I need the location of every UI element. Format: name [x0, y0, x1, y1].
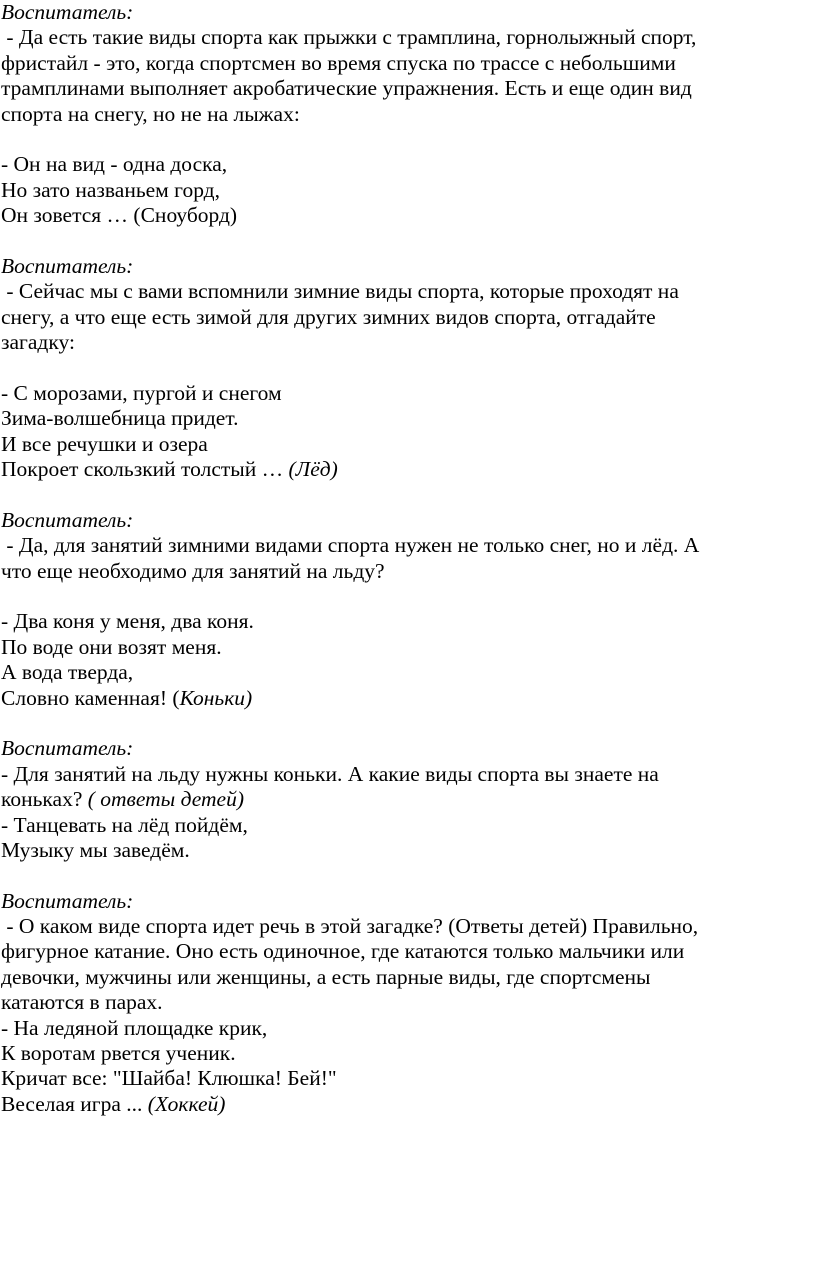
paragraph-text: коньках? — [1, 787, 88, 812]
blank-line — [1, 127, 816, 152]
paragraph-line: фигурное катание. Оно есть одиночное, где катаются только мальчики или — [1, 939, 685, 964]
paragraph-line — [1, 787, 816, 812]
riddle-line: - Два коня у меня, два коня. — [1, 609, 254, 634]
riddle-text: Покроет скользкий толстый … — [1, 457, 289, 482]
riddle-line: Кричат все: "Шайба! Клюшка! Бей!" — [1, 1066, 337, 1091]
riddle-answer: (Лёд) — [288, 457, 338, 482]
paragraph-line: фристайл - это, когда спортсмен во время спуска по трассе с небольшими — [1, 50, 676, 75]
riddle-line — [1, 1092, 816, 1117]
riddle-line: К воротам рвется ученик. — [1, 1041, 236, 1066]
riddle-line: Но зато названьем горд, — [1, 177, 220, 202]
riddle-text: Словно каменная! ( — [1, 685, 180, 710]
riddle-line: - На ледяной площадке крик, — [1, 1015, 268, 1040]
blank-line — [1, 355, 816, 380]
riddle-text: Веселая игра ... — [1, 1091, 148, 1116]
paragraph-line: девочки, мужчины или женщины, а есть парные виды, где спортсмены — [1, 964, 651, 989]
riddle-line — [1, 686, 816, 711]
paragraph-line: спорта на снегу, но не на лыжах: — [1, 101, 300, 126]
paragraph-line: снегу, а что еще есть зимой для других зимних видов спорта, отгадайте — [1, 304, 656, 329]
riddle-answer: Коньки) — [179, 685, 253, 710]
blank-line — [1, 711, 816, 736]
riddle-line: Музыку мы заведём. — [1, 837, 190, 862]
riddle-line: Он зовется … (Сноуборд) — [1, 203, 238, 228]
speaker-label: Воспитатель: — [1, 507, 134, 532]
paragraph-line: - О каком виде спорта идет речь в этой загадке? (Ответы детей) Правильно, — [1, 914, 699, 939]
paragraph-line: катаются в парах. — [1, 990, 163, 1015]
riddle-line: А вода тверда, — [1, 660, 134, 685]
riddle-line — [1, 457, 816, 482]
blank-line — [1, 863, 816, 888]
paragraph-line: - Для занятий на льду нужны коньки. А какие виды спорта вы знаете на — [1, 761, 659, 786]
blank-line — [1, 482, 816, 507]
riddle-line: Зима-волшебница придет. — [1, 406, 239, 431]
paragraph-line: что еще необходимо для занятий на льду? — [1, 558, 385, 583]
riddle-answer: (Хоккей) — [147, 1091, 226, 1116]
paragraph-line: - Да есть такие виды спорта как прыжки с трамплина, горнолыжный спорт, — [1, 25, 697, 50]
riddle-line: По воде они возят меня. — [1, 634, 222, 659]
children-answers-note: ( ответы детей) — [87, 787, 244, 812]
blank-line — [1, 584, 816, 609]
riddle-line: - Он на вид - одна доска, — [1, 152, 228, 177]
riddle-line: - Танцевать на лёд пойдём, — [1, 812, 248, 837]
riddle-line: - С морозами, пургой и снегом — [1, 380, 282, 405]
paragraph-line: - Да, для занятий зимними видами спорта нужен не только снег, но и лёд. А — [1, 533, 700, 558]
paragraph-line: трамплинами выполняет акробатические упражнения. Есть и еще один вид — [1, 76, 692, 101]
blank-line — [1, 229, 816, 254]
paragraph-line: - Сейчас мы с вами вспомнили зимние виды спорта, которые проходят на — [1, 279, 679, 304]
speaker-label: Воспитатель: — [1, 253, 134, 278]
speaker-label: Воспитатель: — [1, 736, 134, 761]
speaker-label: Воспитатель: — [1, 888, 134, 913]
paragraph-line: загадку: — [1, 330, 75, 355]
speaker-label: Воспитатель: — [1, 0, 134, 24]
riddle-line: И все речушки и озера — [1, 431, 208, 456]
